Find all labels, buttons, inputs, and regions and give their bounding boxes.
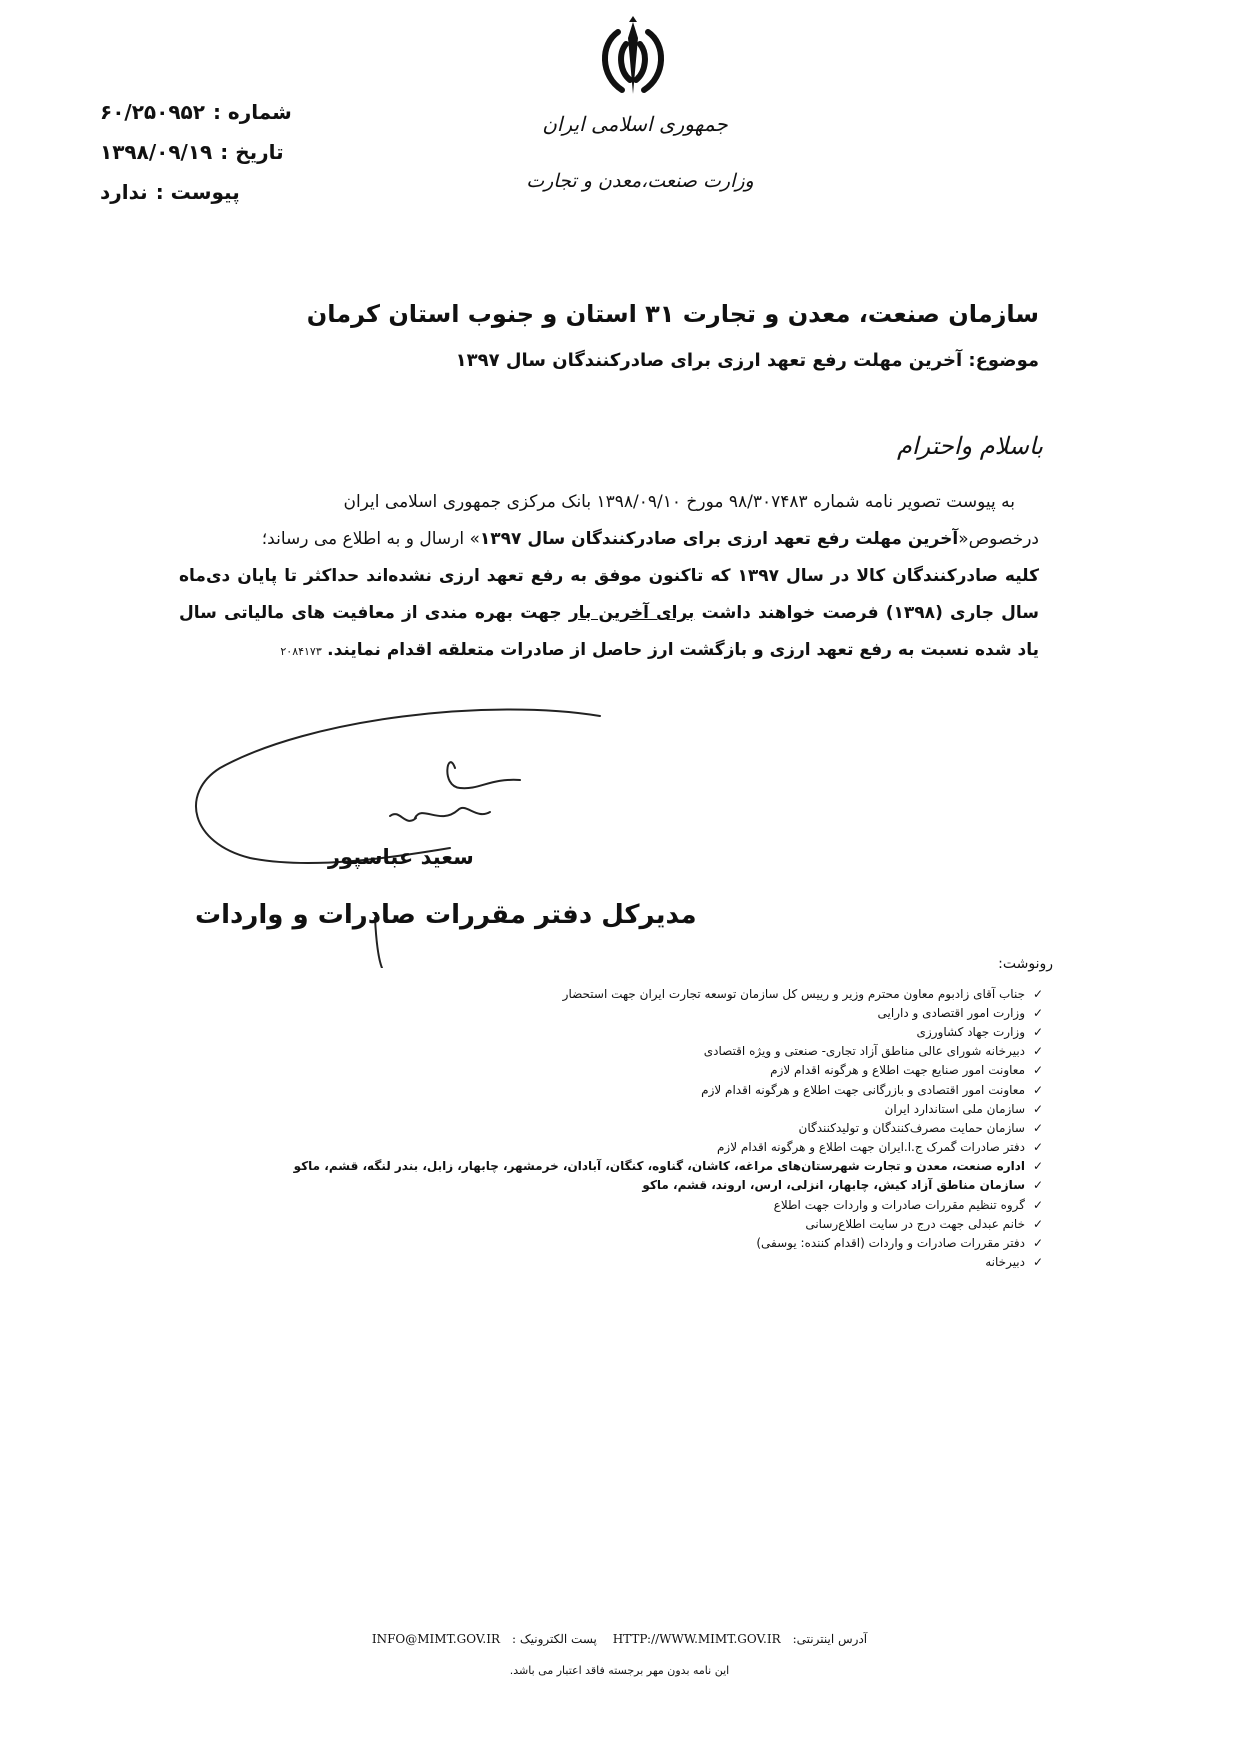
cc-item: ✓ گروه تنظیم مقررات صادرات و واردات جهت اطلاع [121, 1195, 1051, 1214]
cc-item: ✓ سازمان مناطق آزاد کیش، چابهار، انزلی، ارس، اروند، قشم، ماکو [121, 1176, 1051, 1195]
check-icon: ✓ [1032, 1159, 1044, 1174]
addressee: سازمان صنعت، معدن و تجارت ۳۱ استان و جنوب استان کرمان [306, 300, 1039, 328]
signer-title: مدیرکل دفتر مقررات صادرات و واردات [195, 900, 697, 930]
para2-bold: آخرین مهلت رفع تعهد ارزی برای صادرکنندگان سال ۱۳۹۷ [479, 529, 959, 549]
check-icon: ✓ [1032, 1005, 1044, 1020]
footer-email[interactable]: INFO@MIMT.GOV.IR [371, 1632, 501, 1646]
para3-part-b: جهت بهره مندی از معافیت های مالیاتی سال یاد شده نسبت به رفع تعهد ارزی و بازگشت ارز حاصل از صادرات متعلقه اقدام نمایند. [179, 603, 1039, 660]
body-paragraph-3 [179, 558, 1039, 670]
para2-prefix: درخصوص« [958, 529, 1039, 549]
cc-item: ✓ دفتر صادرات گمرک ج.ا.ایران جهت اطلاع و هرگونه اقدام لازم [121, 1138, 1051, 1157]
cc-item: ✓ وزارت جهاد کشاورزی [121, 1022, 1051, 1041]
greeting: باسلام واحترام [896, 432, 1043, 460]
body-paragraph-1: به پیوست تصویر نامه شماره ۹۸/۳۰۷۴۸۳ مورخ ۱۳۹۸/۰۹/۱۰ بانک مرکزی جمهوری اسلامی ایران [343, 492, 1015, 512]
letter-number-row [100, 92, 340, 132]
check-icon: ✓ [1032, 1024, 1044, 1039]
footer-contact [0, 1632, 1239, 1646]
letter-date-row [100, 132, 340, 172]
letter-number-label: شماره : [212, 100, 292, 124]
cc-item: ✓ سازمان ملی استاندارد ایران [121, 1099, 1051, 1118]
letter-meta [100, 92, 340, 212]
letter-date-value: ۱۳۹۸/۰۹/۱۹ [100, 140, 213, 164]
para3-underlined: برای آخرین بار [568, 603, 695, 623]
check-icon: ✓ [1032, 1236, 1044, 1251]
check-icon: ✓ [1032, 1255, 1044, 1270]
subject-label: موضوع: [968, 350, 1039, 371]
letter-date-label: تاریخ : [220, 140, 284, 164]
check-icon: ✓ [1032, 1082, 1044, 1097]
letter-attachment-label: پیوست : [155, 180, 240, 204]
footer-website-label: آدرس اینترنتی: [792, 1632, 868, 1646]
cc-item: ✓ اداره صنعت، معدن و تجارت شهرستان‌های مراغه، کاشان، گناوه، کنگان، آبادان، خرمشهر، چابهار، زابل، بندر لنگه، قشم، ماکو [121, 1157, 1051, 1176]
check-icon: ✓ [1032, 1063, 1044, 1078]
letter-body [179, 484, 1039, 670]
cc-item: ✓ وزارت امور اقتصادی و دارایی [121, 1003, 1051, 1022]
reference-number: ۲۰۸۴۱۷۳ [280, 645, 322, 658]
check-icon: ✓ [1032, 1044, 1044, 1059]
cc-item: ✓ دبیرخانه [121, 1253, 1051, 1272]
check-icon: ✓ [1032, 986, 1044, 1001]
signer-name: سعید عباسپور [328, 845, 474, 869]
check-icon: ✓ [1032, 1197, 1044, 1212]
cc-item: ✓ دفتر مقررات صادرات و واردات (اقدام کننده: یوسفی) [121, 1233, 1051, 1252]
check-icon: ✓ [1032, 1101, 1044, 1116]
cc-item: ✓ جناب آقای زادبوم معاون محترم وزیر و رییس کل سازمان توسعه تجارت ایران جهت استحضار [121, 984, 1051, 1003]
cc-list [121, 984, 1051, 1272]
government-name: جمهوری اسلامی ایران [542, 112, 728, 136]
para3-part-a: کلیه صادرکنندگان کالا در سال ۱۳۹۷ که تاکنون موفق به رفع تعهد ارزی نشده‌اند حداکثر تا پایان دی‌ماه سال جاری (۱۳۹۸) فرصت خواهند داشت [179, 566, 1040, 623]
cc-item: ✓ خانم عبدلی جهت درج در سایت اطلاع‌رسانی [121, 1214, 1051, 1233]
iran-emblem-icon [588, 14, 678, 104]
letter-attachment-value: ندارد [100, 180, 148, 204]
body-paragraph-2 [179, 521, 1039, 558]
footer-note: این نامه بدون مهر برجسته فاقد اعتبار می باشد. [509, 1664, 730, 1677]
cc-item: ✓ سازمان حمایت مصرف‌کنندگان و تولیدکنندگان [121, 1118, 1051, 1137]
check-icon: ✓ [1032, 1140, 1044, 1155]
ministry-name: وزارت صنعت،معدن و تجارت [526, 170, 754, 192]
letter-attachment-row [100, 172, 340, 212]
footer-website[interactable]: HTTP://WWW.MIMT.GOV.IR [612, 1632, 781, 1646]
cc-title: رونوشت: [998, 956, 1053, 972]
subject-line [456, 350, 1039, 371]
footer-email-label: پست الکترونیک : [512, 1632, 597, 1646]
cc-item: ✓ معاونت امور اقتصادی و بازرگانی جهت اطلاع و هرگونه اقدام لازم [121, 1080, 1051, 1099]
check-icon: ✓ [1032, 1216, 1044, 1231]
letter-number-value: ۶۰/۲۵۰۹۵۲ [100, 100, 205, 124]
cc-item: ✓ دبیرخانه شورای عالی مناطق آزاد تجاری- صنعتی و ویژه اقتصادی [121, 1042, 1051, 1061]
cc-item: ✓ معاونت امور صنایع جهت اطلاع و هرگونه اقدام لازم [121, 1061, 1051, 1080]
para2-suffix: » ارسال و به اطلاع می رساند؛ [261, 529, 480, 549]
subject-text: آخرین مهلت رفع تعهد ارزی برای صادرکنندگان سال ۱۳۹۷ [455, 350, 963, 371]
check-icon: ✓ [1032, 1178, 1044, 1193]
check-icon: ✓ [1032, 1120, 1044, 1135]
